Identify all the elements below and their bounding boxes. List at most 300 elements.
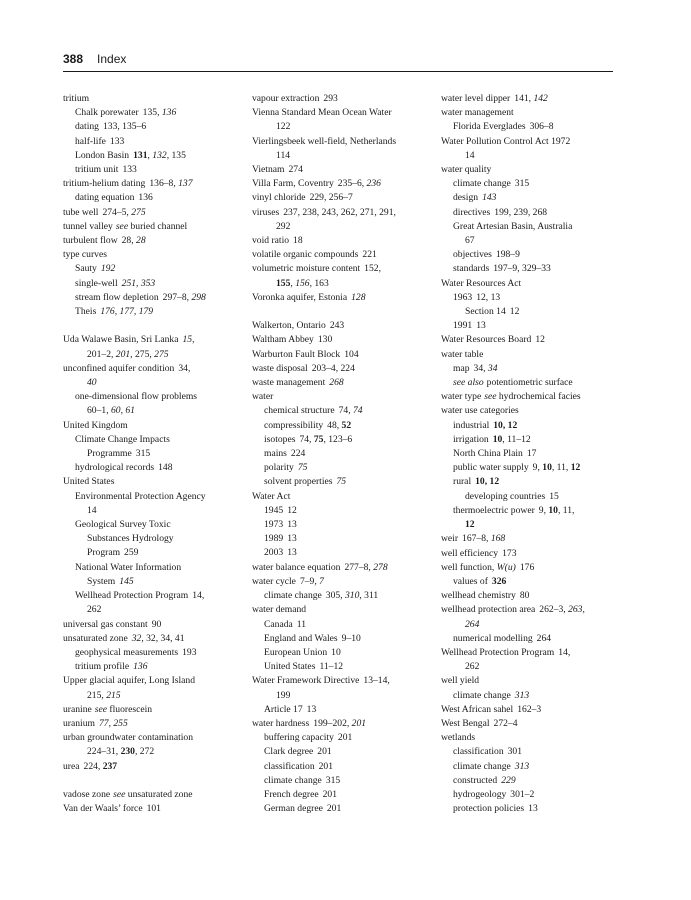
- index-subentry: [63, 518, 243, 532]
- index-subentry: [252, 504, 432, 518]
- entry-pages: [87, 690, 121, 701]
- page-ref: 90: [151, 618, 162, 630]
- index-subentry: [252, 731, 432, 745]
- entry-pages: [276, 121, 290, 132]
- entry-pages: [312, 363, 355, 374]
- page-ref: 32: [131, 632, 142, 644]
- page-ref: 101: [146, 803, 161, 815]
- index-subentry: [63, 277, 243, 291]
- entry-term: Warburton Fault Block: [252, 348, 341, 360]
- entry-term: 1973: [264, 519, 284, 531]
- entry-pages: [339, 405, 363, 416]
- index-entry: [252, 177, 432, 191]
- index-subentry: [63, 532, 243, 546]
- entry-term: water: [252, 391, 274, 403]
- page-ref: 10: [492, 433, 503, 445]
- index-entry: [441, 532, 621, 546]
- entry-term: vapour extraction: [252, 93, 320, 104]
- index-subentry: [441, 689, 621, 703]
- page-ref: 34: [487, 362, 498, 374]
- entry-term: Water Pollution Control Act 1972: [441, 135, 571, 147]
- entry-pages: [482, 192, 496, 203]
- index-subentry: [63, 376, 243, 390]
- entry-term: well efficiency: [441, 547, 499, 559]
- page-ref: 60, 61: [110, 405, 135, 417]
- page-ref: 215: [106, 689, 121, 701]
- page-ref: , 135: [166, 149, 186, 161]
- entry-term: dating: [75, 121, 99, 133]
- entry-term: turbulent flow: [63, 235, 118, 247]
- index-subentry: [441, 433, 621, 447]
- entry-term: water cycle: [252, 575, 296, 587]
- entry-term: water level dipper: [441, 93, 511, 104]
- entry-pages: [307, 704, 317, 715]
- entry-pages: [110, 136, 124, 147]
- index-entry: [441, 92, 621, 106]
- page-ref: , 32, 34, 41: [141, 632, 185, 644]
- page-ref: , 11,: [551, 462, 571, 474]
- page-ref: 135: [142, 107, 158, 119]
- page-ref: fluorescein: [107, 703, 153, 715]
- page-ref: , 123–6: [323, 433, 353, 445]
- index-subentry: [441, 177, 621, 191]
- index-entry: [441, 589, 621, 603]
- entry-pages: [331, 647, 341, 658]
- page-ref: 298: [191, 291, 206, 303]
- page-ref: 132: [152, 149, 167, 161]
- entry-pages: [338, 178, 381, 189]
- index-entry: [252, 674, 432, 688]
- entry-pages: [299, 434, 352, 445]
- entry-term: urea: [63, 760, 80, 772]
- entry-term: one-dimensional flow problems: [75, 391, 198, 403]
- index-subentry: [441, 262, 621, 276]
- entry-pages: [476, 292, 500, 303]
- index-subentry: [63, 106, 243, 120]
- page-ref: 12: [535, 334, 545, 346]
- entry-term: North China Plain: [453, 448, 523, 460]
- entry-pages: [502, 548, 516, 559]
- index-subentry: [63, 575, 243, 589]
- page-ref: 136–8,: [149, 178, 179, 190]
- entry-term: 1945: [264, 504, 284, 516]
- entry-pages: [101, 263, 115, 274]
- entry-term: Climate Change Impacts: [75, 433, 170, 445]
- entry-pages: [515, 178, 529, 189]
- page-ref: 326: [491, 575, 507, 587]
- index-subentry: [441, 660, 621, 674]
- index-subentry: [441, 291, 621, 305]
- index-subentry: [441, 319, 621, 333]
- index-subentry: [252, 518, 432, 532]
- index-entry: [63, 362, 243, 376]
- page-ref: 74,: [299, 433, 314, 445]
- entry-pages: [492, 576, 506, 587]
- entry-term: see also: [453, 377, 484, 389]
- entry-pages: [95, 704, 152, 715]
- page-ref: 60–1,: [87, 405, 111, 417]
- index-subentry: [63, 348, 243, 362]
- entry-pages: [493, 263, 551, 274]
- page-ref: 75: [336, 476, 347, 488]
- page-ref: 18: [293, 235, 303, 247]
- index-subentry: [252, 703, 432, 717]
- page-ref: 264: [536, 632, 552, 644]
- index-entry: [63, 220, 243, 234]
- index-subentry: [441, 191, 621, 205]
- letter-group-gap: [63, 319, 243, 333]
- index-subentry: [441, 802, 621, 816]
- page-ref: 301: [507, 746, 523, 758]
- entry-pages: [336, 476, 346, 487]
- entry-pages: [297, 619, 306, 630]
- page-ref: 74,: [338, 405, 353, 417]
- entry-pages: [537, 633, 551, 644]
- entry-pages: [465, 150, 475, 161]
- page-ref: 67: [465, 235, 475, 247]
- index-entry: [441, 703, 621, 717]
- entry-pages: [84, 761, 118, 772]
- entry-term: viruses: [252, 206, 280, 218]
- entry-term: classification: [453, 746, 504, 758]
- index-entry: [63, 717, 243, 731]
- entry-term: Villa Farm, Coventry: [252, 178, 334, 190]
- entry-pages: [287, 547, 297, 558]
- entry-term: industrial: [453, 419, 490, 431]
- entry-pages: [152, 619, 162, 630]
- index-subentry: [252, 461, 432, 475]
- page-ref: 28: [136, 235, 146, 247]
- page-ref: 15,: [182, 334, 195, 346]
- entry-pages: [276, 278, 329, 289]
- index-subentry: [441, 618, 621, 632]
- page-ref: 201: [326, 803, 342, 815]
- index-subentry: [63, 433, 243, 447]
- entry-term: England and Wales: [264, 632, 338, 644]
- entry-pages: [527, 448, 537, 459]
- entry-pages: [362, 249, 376, 260]
- page-ref: ,: [157, 107, 162, 119]
- page-ref: 235–6,: [337, 178, 367, 190]
- entry-term: map: [453, 362, 470, 374]
- entry-term: universal gas constant: [63, 618, 148, 630]
- index-subentry: [252, 475, 432, 489]
- entry-pages: [484, 391, 580, 402]
- index-subentry: [441, 760, 621, 774]
- entry-pages: [300, 576, 324, 587]
- index-subentry: [441, 419, 621, 433]
- index-subentry: [63, 447, 243, 461]
- index-subentry: [63, 745, 243, 759]
- page-ref: 14,: [558, 646, 571, 658]
- page-ref: 80: [519, 590, 530, 602]
- page-ref: 201: [317, 746, 332, 758]
- page-ref: 13: [476, 320, 486, 332]
- page-ref: 278: [373, 561, 388, 573]
- page-ref: 224: [290, 448, 306, 460]
- entry-pages: [182, 334, 194, 345]
- page-ref: hydrochemical facies: [496, 391, 581, 403]
- page-ref: 48,: [327, 419, 342, 431]
- index-subentry: [441, 575, 621, 589]
- page-ref: 14: [87, 504, 97, 516]
- entry-term: directives: [453, 206, 491, 218]
- entry-term: developing countries: [465, 490, 546, 502]
- entry-term: Wellhead Protection Program: [441, 646, 555, 658]
- page-ref: 301–2: [510, 788, 535, 800]
- page-ref: 12, 13: [476, 291, 501, 303]
- page-ref: 230: [120, 746, 135, 758]
- entry-term: United States: [264, 661, 316, 673]
- entry-term: stream flow depletion: [75, 291, 159, 303]
- entry-pages: [338, 732, 352, 743]
- entry-pages: [113, 789, 192, 800]
- index-subentry: [252, 589, 432, 603]
- entry-pages: [100, 306, 153, 317]
- index-subentry: [441, 206, 621, 220]
- entry-pages: [276, 221, 290, 232]
- entry-term: tritium: [63, 93, 90, 104]
- entry-term: Sauty: [75, 263, 97, 275]
- index-entry: [252, 163, 432, 177]
- index-subentry: [63, 490, 243, 504]
- page-ref: 13–14,: [363, 675, 390, 687]
- index-subentry: [441, 376, 621, 390]
- entry-pages: [287, 505, 297, 516]
- page-ref: 13: [287, 533, 297, 545]
- entry-pages: [533, 462, 581, 473]
- page-ref: 10: [548, 504, 558, 516]
- index-entry: [252, 291, 432, 305]
- page-ref: 133: [109, 135, 125, 147]
- index-entry: [252, 248, 432, 262]
- entry-term: waste disposal: [252, 362, 308, 374]
- entry-term: isotopes: [264, 433, 296, 445]
- entry-pages: [465, 235, 475, 246]
- entry-term: Water Resources Act: [441, 277, 522, 289]
- entry-term: type curves: [63, 249, 107, 261]
- entry-term: Uda Walawe Basin, Sri Lanka: [63, 334, 179, 346]
- index-subentry: [252, 404, 432, 418]
- page-ref: potentiometric surface: [486, 377, 573, 389]
- entry-pages: [293, 235, 303, 246]
- index-entry: [441, 404, 621, 418]
- index-entry: [441, 390, 621, 404]
- entry-pages: [163, 292, 206, 303]
- entry-term: standards: [453, 263, 490, 275]
- index-subentry: [63, 135, 243, 149]
- entry-term: Geological Survey Toxic: [75, 519, 171, 531]
- entry-pages: [351, 292, 365, 303]
- entry-term: United States: [63, 476, 115, 488]
- entry-pages: [535, 334, 545, 345]
- index-subentry: [63, 546, 243, 560]
- letter-group-gap: [252, 305, 432, 319]
- entry-pages: [327, 420, 351, 431]
- index-subentry: [63, 305, 243, 319]
- page-ref: 201: [115, 348, 131, 360]
- page-ref: , 311: [359, 590, 379, 602]
- entry-pages: [342, 633, 361, 644]
- index-subentry: [441, 248, 621, 262]
- index-subentry: [441, 120, 621, 134]
- page-ref: 156: [295, 277, 310, 289]
- entry-pages: [462, 533, 505, 544]
- entry-term: water type: [441, 391, 482, 403]
- entry-pages: [330, 320, 344, 331]
- page-ref: 168: [490, 533, 506, 545]
- entry-term: thermoelectric power: [453, 504, 535, 516]
- index-entry: [441, 106, 621, 120]
- index-subentry: [441, 504, 621, 518]
- index-entry: [441, 646, 621, 660]
- entry-term: Environmental Protection Agency: [75, 490, 206, 502]
- entry-term: West African sahel: [441, 703, 514, 715]
- page-ref: 131: [133, 149, 148, 161]
- index-subentry: [63, 561, 243, 575]
- page-ref: 236: [366, 178, 381, 190]
- page-ref: 34,: [473, 362, 488, 374]
- page-ref: 114: [276, 149, 291, 161]
- index-subentry: [252, 447, 432, 461]
- entry-pages: [319, 661, 343, 672]
- index-entry: [441, 731, 621, 745]
- index-subentry: [441, 220, 621, 234]
- entry-term: protection policies: [453, 803, 525, 815]
- index-entry: [63, 206, 243, 220]
- page-ref: see: [94, 703, 108, 715]
- entry-pages: [87, 377, 97, 388]
- entry-term: Voronka aquifer, Estonia: [252, 291, 348, 303]
- entry-pages: [475, 476, 499, 487]
- entry-pages: [283, 207, 396, 218]
- page-ref: ,: [147, 149, 153, 161]
- entry-term: constructed: [453, 774, 498, 786]
- page-ref: 272–4: [493, 717, 518, 729]
- entry-term: Canada: [264, 618, 293, 630]
- entry-pages: [539, 604, 585, 615]
- page-ref: 13: [287, 547, 297, 559]
- entry-pages: [124, 547, 138, 558]
- entry-pages: [326, 590, 378, 601]
- entry-term: United Kingdom: [63, 419, 128, 431]
- entry-term: weir: [441, 533, 459, 545]
- index-subentry: [63, 390, 243, 404]
- index-entry: [63, 703, 243, 717]
- entry-pages: [515, 690, 529, 701]
- page-ref: 7–9,: [299, 575, 320, 587]
- entry-pages: [182, 647, 196, 658]
- index-subentry: [63, 660, 243, 674]
- page-ref: 251, 353: [121, 277, 156, 289]
- entry-pages: [493, 420, 517, 431]
- index-subentry: [441, 788, 621, 802]
- entry-pages: [122, 164, 136, 175]
- page-ref: 243: [329, 320, 345, 332]
- entry-pages: [276, 690, 290, 701]
- page-ref: 203–4, 224: [311, 362, 355, 374]
- entry-term: mains: [264, 448, 287, 460]
- index-entry: [63, 177, 243, 191]
- entry-term: vadose zone: [63, 788, 111, 800]
- entry-pages: [501, 775, 515, 786]
- entry-term: System: [87, 575, 116, 587]
- page-ref: 224–31,: [87, 746, 121, 758]
- entry-term: water balance equation: [252, 561, 341, 573]
- entry-term: Water Framework Directive: [252, 675, 360, 687]
- index-column-1: [63, 92, 243, 816]
- entry-pages: [318, 334, 332, 345]
- page-ref: 152,: [364, 263, 381, 275]
- index-entry: [63, 802, 243, 816]
- index-subentry: [63, 291, 243, 305]
- entry-term: 1991: [453, 320, 473, 332]
- entry-pages: [528, 803, 538, 814]
- entry-pages: [530, 121, 554, 132]
- entry-term: solvent properties: [264, 476, 333, 488]
- page-ref: 9,: [532, 462, 543, 474]
- page-ref: 12: [465, 519, 475, 531]
- index-subentry: [252, 149, 432, 163]
- letter-group-gap: [63, 774, 243, 788]
- entry-pages: [515, 761, 529, 772]
- page-ref: 141,: [514, 93, 534, 104]
- page-ref: 17: [526, 448, 537, 460]
- entry-term: Walkerton, Ontario: [252, 320, 326, 332]
- entry-term: unsaturated zone: [63, 632, 128, 644]
- entry-term: National Water Information: [75, 561, 182, 573]
- entry-term: Great Artesian Basin, Australia: [453, 220, 573, 232]
- index-entry: [63, 618, 243, 632]
- entry-term: volatile organic compounds: [252, 249, 359, 261]
- page-ref: 155: [276, 277, 291, 289]
- page-ref: 34,: [178, 362, 191, 374]
- page-ref: 192: [100, 263, 116, 275]
- index-entry: [252, 561, 432, 575]
- entry-pages: [158, 462, 172, 473]
- entry-pages: [99, 718, 128, 729]
- index-entry: [252, 717, 432, 731]
- entry-term: water demand: [252, 604, 307, 616]
- entry-pages: [344, 349, 358, 360]
- entry-term: compressibility: [264, 419, 324, 431]
- entry-pages: [364, 263, 381, 274]
- page-ref: 201: [351, 717, 367, 729]
- entry-pages: [87, 604, 101, 615]
- index-entry: [252, 262, 432, 276]
- page-ref: 74: [352, 405, 363, 417]
- entry-term: wellhead protection area: [441, 604, 536, 616]
- page-ref: 13: [528, 803, 538, 815]
- index-subentry: [441, 518, 621, 532]
- page-ref: 143: [482, 192, 497, 204]
- page-ref: 297–8,: [162, 291, 192, 303]
- index-entry: [63, 674, 243, 688]
- index-column-2: [252, 92, 432, 816]
- entry-term: water hardness: [252, 717, 310, 729]
- page-ref: 137: [178, 178, 193, 190]
- page-ref: 201: [337, 732, 353, 744]
- page-ref: 162–3: [517, 703, 542, 715]
- entry-term: Florida Everglades: [453, 121, 526, 133]
- entry-term: tritium unit: [75, 164, 119, 176]
- entry-term: Wellhead Protection Program: [75, 590, 189, 602]
- index-entry: [441, 603, 621, 617]
- page-ref: 198–9: [495, 249, 520, 261]
- entry-term: Vierlingsbeek well-field, Netherlands: [252, 135, 397, 147]
- page-ref: 122: [276, 121, 291, 133]
- index-entry: [63, 234, 243, 248]
